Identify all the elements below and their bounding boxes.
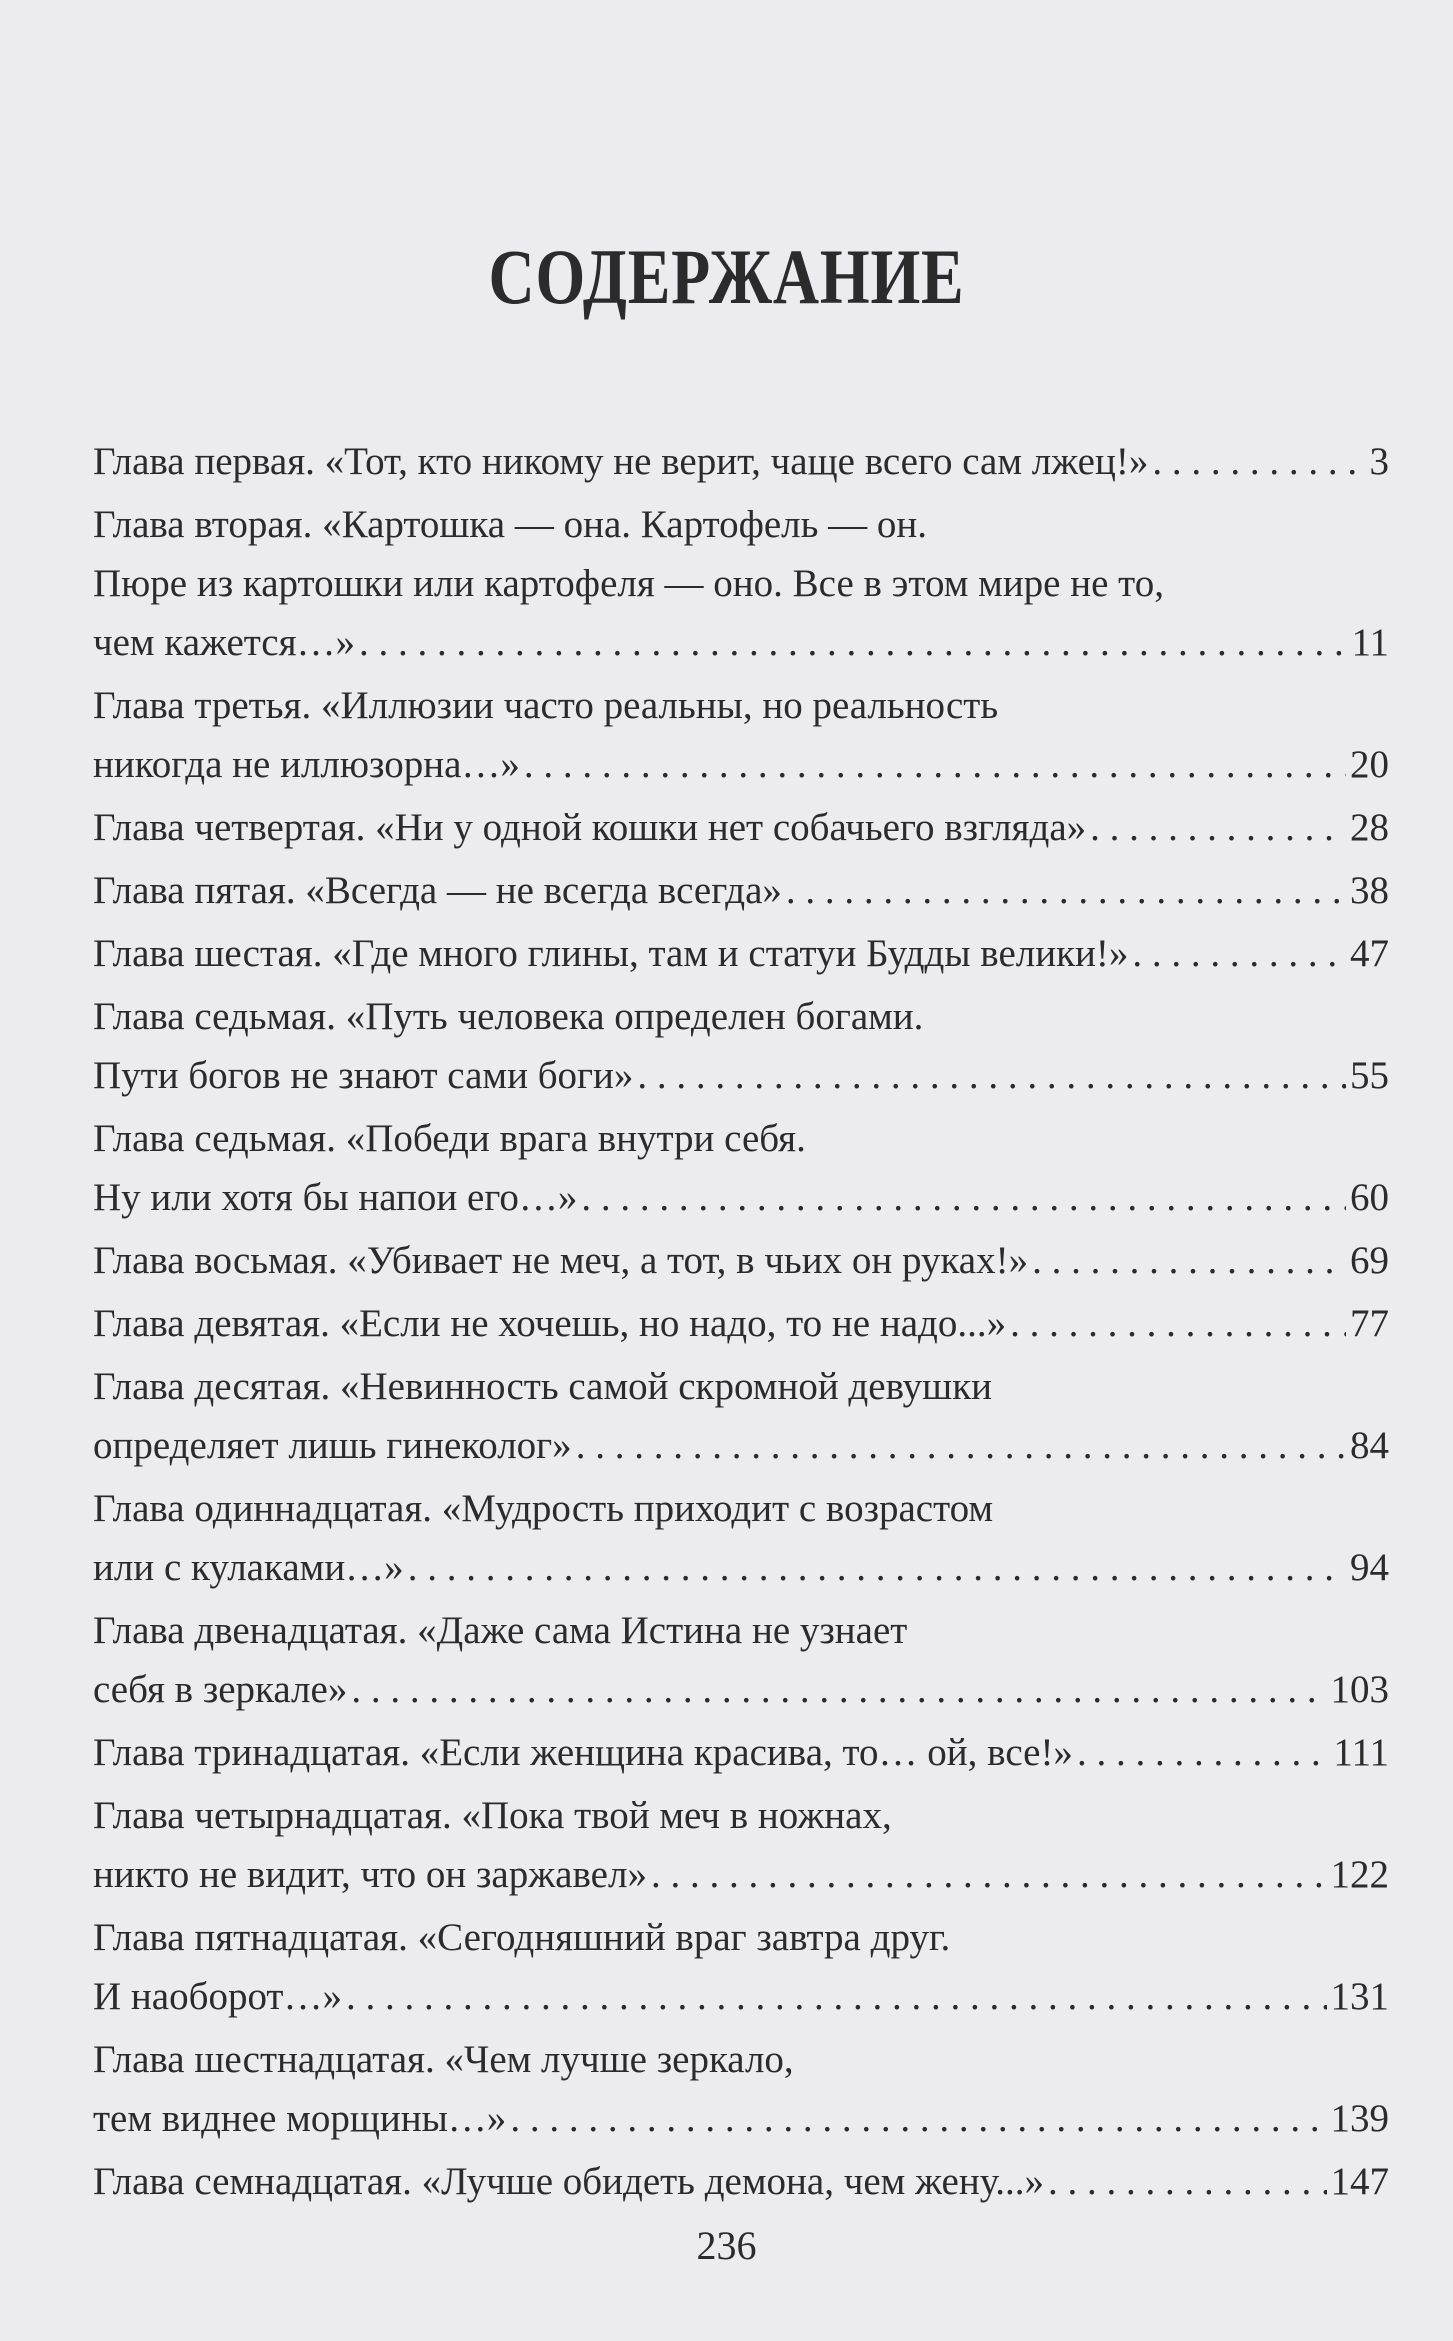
toc-entry-line	[93, 987, 1389, 1046]
chapter-page-number: 77	[1350, 1302, 1389, 1345]
chapter-title-text: Глава третья. «Иллюзии часто реальны, но реальность	[93, 684, 999, 727]
dot-leader	[651, 1845, 1327, 1904]
chapter-title-text: Глава вторая. «Картошка — она. Картофель — он.	[93, 503, 928, 546]
chapter-page-number: 84	[1350, 1424, 1389, 1467]
toc-entry	[93, 432, 1389, 491]
table-of-contents	[93, 432, 1389, 2215]
chapter-page-number: 103	[1330, 1668, 1389, 1711]
chapter-page-number: 131	[1330, 1975, 1389, 2018]
dot-leader	[1048, 2152, 1326, 2211]
chapter-title-text: никогда не иллюзорна…»	[93, 743, 520, 786]
toc-entry-line	[93, 1357, 1389, 1416]
toc-entry-line	[93, 1294, 1389, 1353]
toc-entry	[93, 1786, 1389, 1904]
chapter-page-number: 28	[1350, 806, 1389, 849]
chapter-title-text: Глава четырнадцатая. «Пока твой меч в ножнах,	[93, 1794, 892, 1837]
toc-entry	[93, 987, 1389, 1105]
toc-entry	[93, 2030, 1389, 2148]
chapter-title-text: Глава шестая. «Где много глины, там и статуи Будды велики!»	[93, 932, 1129, 975]
toc-entry-line	[93, 1168, 1389, 1227]
toc-entry-line	[93, 1416, 1389, 1475]
chapter-title-text: себя в зеркале»	[93, 1668, 348, 1711]
toc-entry-line	[93, 554, 1389, 613]
toc-entry	[93, 495, 1389, 672]
chapter-title-text: Пути богов не знают сами боги»	[93, 1054, 634, 1097]
chapter-title-text: Глава семнадцатая. «Лучше обидеть демона, чем жену...»	[93, 2160, 1045, 2203]
toc-entry-line	[93, 1723, 1389, 1782]
chapter-title-text: или с кулаками…»	[93, 1546, 404, 1589]
toc-entry	[93, 798, 1389, 857]
toc-entry-line	[93, 1660, 1389, 1719]
toc-entry-line	[93, 924, 1389, 983]
toc-entry-line	[93, 1908, 1389, 1967]
toc-entry-line	[93, 495, 1389, 554]
chapter-page-number: 111	[1333, 1731, 1389, 1774]
chapter-page-number: 47	[1350, 932, 1389, 975]
toc-entry-line	[93, 1601, 1389, 1660]
toc-entry	[93, 1109, 1389, 1227]
dot-leader	[346, 1967, 1327, 2026]
chapter-page-number: 60	[1350, 1176, 1389, 1219]
dot-leader	[1077, 1723, 1329, 1782]
chapter-title-text: тем виднее морщины…»	[93, 2097, 507, 2140]
toc-entry	[93, 1479, 1389, 1597]
dot-leader	[1010, 1294, 1346, 1353]
toc-entry-line	[93, 1046, 1389, 1105]
dot-leader	[786, 861, 1346, 920]
chapter-page-number: 122	[1330, 1853, 1389, 1896]
dot-leader	[1132, 924, 1346, 983]
toc-entry-line	[93, 735, 1389, 794]
toc-entry-line	[93, 613, 1389, 672]
dot-leader	[510, 2089, 1326, 2148]
toc-entry-line	[93, 2152, 1389, 2211]
chapter-title-text: Глава первая. «Тот, кто никому не верит, чаще всего сам лжец!»	[93, 440, 1149, 483]
toc-entry-line	[93, 1109, 1389, 1168]
dot-leader	[351, 1660, 1326, 1719]
chapter-title-text: Глава четвертая. «Ни у одной кошки нет собачьего взгляда»	[93, 806, 1087, 849]
chapter-title-text: Глава двенадцатая. «Даже сама Истина не узнает	[93, 1609, 908, 1652]
toc-entry	[93, 861, 1389, 920]
dot-leader	[1032, 1231, 1346, 1290]
chapter-page-number: 94	[1350, 1546, 1389, 1589]
dot-leader	[524, 735, 1346, 794]
toc-entry	[93, 2152, 1389, 2211]
toc-entry	[93, 1357, 1389, 1475]
chapter-title-text: чем кажется…»	[93, 621, 356, 664]
dot-leader	[637, 1046, 1346, 1105]
chapter-page-number: 20	[1350, 743, 1389, 786]
toc-entry-line	[93, 1967, 1389, 2026]
page-title: СОДЕРЖАНИЕ	[488, 233, 965, 320]
chapter-title-text: Глава седьмая. «Победи врага внутри себя.	[93, 1117, 806, 1160]
toc-entry	[93, 1723, 1389, 1782]
chapter-title-text: Глава седьмая. «Путь человека определен богами.	[93, 995, 924, 1038]
chapter-title-text: определяет лишь гинеколог»	[93, 1424, 572, 1467]
toc-entry-line	[93, 2030, 1389, 2089]
chapter-title-text: Глава шестнадцатая. «Чем лучше зеркало,	[93, 2038, 794, 2081]
dot-leader	[576, 1416, 1346, 1475]
toc-entry-line	[93, 1231, 1389, 1290]
chapter-title-text: Пюре из картошки или картофеля — оно. Все в этом мире не то,	[93, 562, 1164, 605]
toc-entry-line	[93, 1538, 1389, 1597]
toc-entry-line	[93, 2089, 1389, 2148]
page-number: 236	[696, 2223, 757, 2268]
chapter-title-text: Глава тринадцатая. «Если женщина красива, то… ой, все!»	[93, 1731, 1073, 1774]
dot-leader	[1152, 432, 1365, 491]
chapter-page-number: 69	[1350, 1239, 1389, 1282]
chapter-page-number: 3	[1369, 440, 1389, 483]
toc-entry	[93, 924, 1389, 983]
toc-entry	[93, 1908, 1389, 2026]
toc-entry-line	[93, 432, 1389, 491]
chapter-page-number: 55	[1350, 1054, 1389, 1097]
chapter-title-text: Глава пятнадцатая. «Сегодняшний враг завтра друг.	[93, 1916, 951, 1959]
chapter-title-text: Глава одиннадцатая. «Мудрость приходит с возрастом	[93, 1487, 994, 1530]
dot-leader	[359, 613, 1347, 672]
chapter-title-text: никто не видит, что он заржавел»	[93, 1853, 647, 1896]
toc-entry-line	[93, 1786, 1389, 1845]
dot-leader	[408, 1538, 1346, 1597]
toc-entry	[93, 1294, 1389, 1353]
toc-entry-line	[93, 1479, 1389, 1538]
chapter-page-number: 38	[1350, 869, 1389, 912]
chapter-title-text: Глава десятая. «Невинность самой скромной девушки	[93, 1365, 993, 1408]
dot-leader	[581, 1168, 1346, 1227]
dot-leader	[1090, 798, 1346, 857]
chapter-page-number: 147	[1330, 2160, 1389, 2203]
chapter-title-text: Глава пятая. «Всегда — не всегда всегда»	[93, 869, 782, 912]
toc-entry-line	[93, 798, 1389, 857]
toc-entry	[93, 1601, 1389, 1719]
chapter-title-text: Глава восьмая. «Убивает не меч, а тот, в чьих он руках!»	[93, 1239, 1029, 1282]
chapter-page-number: 11	[1351, 621, 1389, 664]
chapter-title-text: И наоборот…»	[93, 1975, 342, 2018]
toc-entry-line	[93, 861, 1389, 920]
toc-entry	[93, 676, 1389, 794]
chapter-page-number: 139	[1330, 2097, 1389, 2140]
chapter-title-text: Глава девятая. «Если не хочешь, но надо, то не надо...»	[93, 1302, 1007, 1345]
toc-entry-line	[93, 676, 1389, 735]
chapter-title-text: Ну или хотя бы напои его…»	[93, 1176, 578, 1219]
toc-entry-line	[93, 1845, 1389, 1904]
toc-entry	[93, 1231, 1389, 1290]
